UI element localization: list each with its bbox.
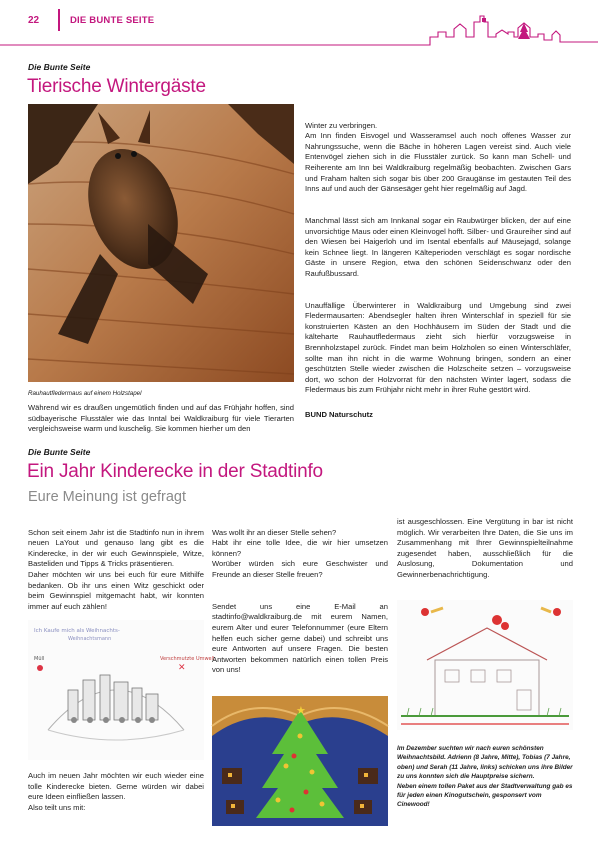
section-title: DIE BUNTE SEITE	[70, 15, 155, 26]
article1-title: Tierische Wintergäste	[27, 76, 206, 97]
drawing-text: Weihnachtsmann	[68, 636, 112, 642]
svg-text:✕: ✕	[178, 663, 186, 673]
article2-title: Ein Jahr Kinderecke in der Stadtinfo	[27, 461, 323, 482]
drawing-caption	[397, 744, 573, 810]
article2-column3: ist ausgeschlossen. Eine Vergütung in bar ist nicht möglich. Wir verarbeiten Ihre Daten, die Sie uns im Zusammenhang mit Ihrer Gewinnspielteilnahme zugesendet haben, ausschließlich für die Auslosung, Dokumentation und Gewinnerbenachrichtigung.	[397, 517, 573, 579]
child-drawing-christmas-tree	[212, 696, 388, 826]
article1-column2	[305, 110, 571, 407]
article2-kicker: Die Bunte Seite	[28, 447, 91, 457]
article2-column1-bottom: Auch im neuen Jahr möchten wir euch wieder eine tolle Kinderecke bieten. Gerne würden wir dabei eure Ideen einfließen lassen. Also teilt uns mit:	[28, 771, 204, 812]
child-drawing-city	[28, 620, 215, 760]
paragraph: Sendet uns eine E-Mail an stadtinfo@waldkraiburg.de mit eurem Namen, eurem Alter und eurer Telefonnummer (eure Eltern helfen euch sicher gerne dabei) und schreibt uns eure Antworten auf unsere Fragen. Die besten Antworten bekommen natürlich einen tollen Preis von uns!	[212, 601, 388, 675]
drawing-text: Verschmutzte Umwelt	[160, 656, 215, 662]
paragraph: Unauffällige Überwinterer in Waldkraiburg und Umgebung sind zwei Fledermausarten: Abendsegler halten ihren Winterschlaf in speziell für sie konstruierten Kästen an den Hochhäusern im Süden der Stadt und die kälteharte Rauhautfledermaus zieht sich hierfür vorzugsweise in Brennholzstapel zurück. Findet man beim Holzholen so einen Winterschläfer, sollte man ihn nicht in die warme Wohnung bringen, sondern an einer geschützten Stelle wieder zwischen die Holzscheite setzen – vorzugsweise dort, wo schon der Holzvorrat für den nächsten Winter lagert, sodass die Fledermaus bis zum Frühjahr nicht mehr in ihrer Ruhe gestört wird.	[305, 300, 571, 395]
skyline-icon	[0, 10, 598, 50]
page-number: 22	[28, 15, 40, 26]
article2-column1	[28, 517, 204, 623]
article1-column1: Während wir es draußen ungemütlich finden und auf das Frühjahr hoffen, sind südbayerische Flusstäler wie das Inntal bei Waldkraiburg für viele Tierarten vergleichsweise warm und kuschelig. Sie kommen hierher um den	[28, 403, 294, 434]
paragraph: Schon seit einem Jahr ist die Stadtinfo nun in ihrem neuen LaYout und genauso lang gibt es die Kinderecke, in der wir euch Gewinnspiele, Witze, Basteliden und Tipps & Tricks präsentieren. Daher möchten wir uns bei euch für eure Mithilfe bedanken. Ob ihr uns einen Witz geschickt oder beim Gewinnspiel mitgemacht habt, wir konnten immer auf euch zählen!	[28, 527, 204, 611]
child-drawing-santa-house	[397, 600, 573, 730]
article1-kicker: Die Bunte Seite	[28, 62, 91, 72]
bat-photo	[28, 104, 294, 382]
caption-paragraph: Im Dezember suchten wir nach euren schönsten Weihnachtsbild. Adrienn (8 Jahre, Mitte), Tobias (7 Jahre, oben) und Serah (11 Jahre, links) schicken uns ihre Bilder zu uns konnten sich die Hauptpreise sichern.	[397, 745, 573, 781]
caption-paragraph: Neben einem tollen Paket aus der Stadtverwaltung gab es für jeden einen Kinogutschein, gesponsert vom Cinewood!	[397, 782, 573, 809]
paragraph: Was wollt ihr an dieser Stelle sehen? Habt ihr eine tolle Idee, die wir hier umsetzen können? Worüber würden sich eure Geschwister und Freunde an dieser Stelle freuen?	[212, 527, 388, 579]
drawing-text: Müll	[34, 656, 45, 662]
signature: BUND Naturschutz	[305, 410, 373, 419]
svg-text:★: ★	[296, 705, 306, 717]
paragraph: Winter zu verbringen. Am Inn finden Eisvogel und Wasseramsel auch noch offenes Wasser zur Nahrungssuche, wenn die Bäche in höheren Lagen vereist sind. Auch viele Entenvögel ziehen sich in die Flusstäler zurück. So kann man Schell- und Reiherente am Inn bei Waldkraiburg regelmäßig beobachten. Zwischen Gars und Fraham halten sich sogar bis über 200 Graugänse im gestauten Teil des Inns auf und auch der Gänsesäger geht hier regelmäßig auf Jagd.	[305, 120, 571, 194]
article2-column2	[212, 517, 388, 718]
photo-caption: Rauhautfledermaus auf einem Holzstapel	[28, 390, 142, 397]
article2-subtitle: Eure Meinung ist gefragt	[28, 489, 186, 505]
paragraph: Manchmal lässt sich am Innkanal sogar ein Raubwürger blicken, der auf eine unvorsichtige Maus oder einen Kleinvogel hofft. Silber- und Graureiher sind auf den Wiesen bei Haigerloh und im Isental ebenfalls auf Mäusejagd, solange kein Schnee liegt. In längeren Kälteperioden verschlägt es sogar nordische Gäste in unsere Region, etwa den schönen Seidenschwanz oder den Raufußbussard.	[305, 215, 571, 278]
drawing-text: Ich Kaufe mich als Weihnachts-	[34, 628, 120, 634]
